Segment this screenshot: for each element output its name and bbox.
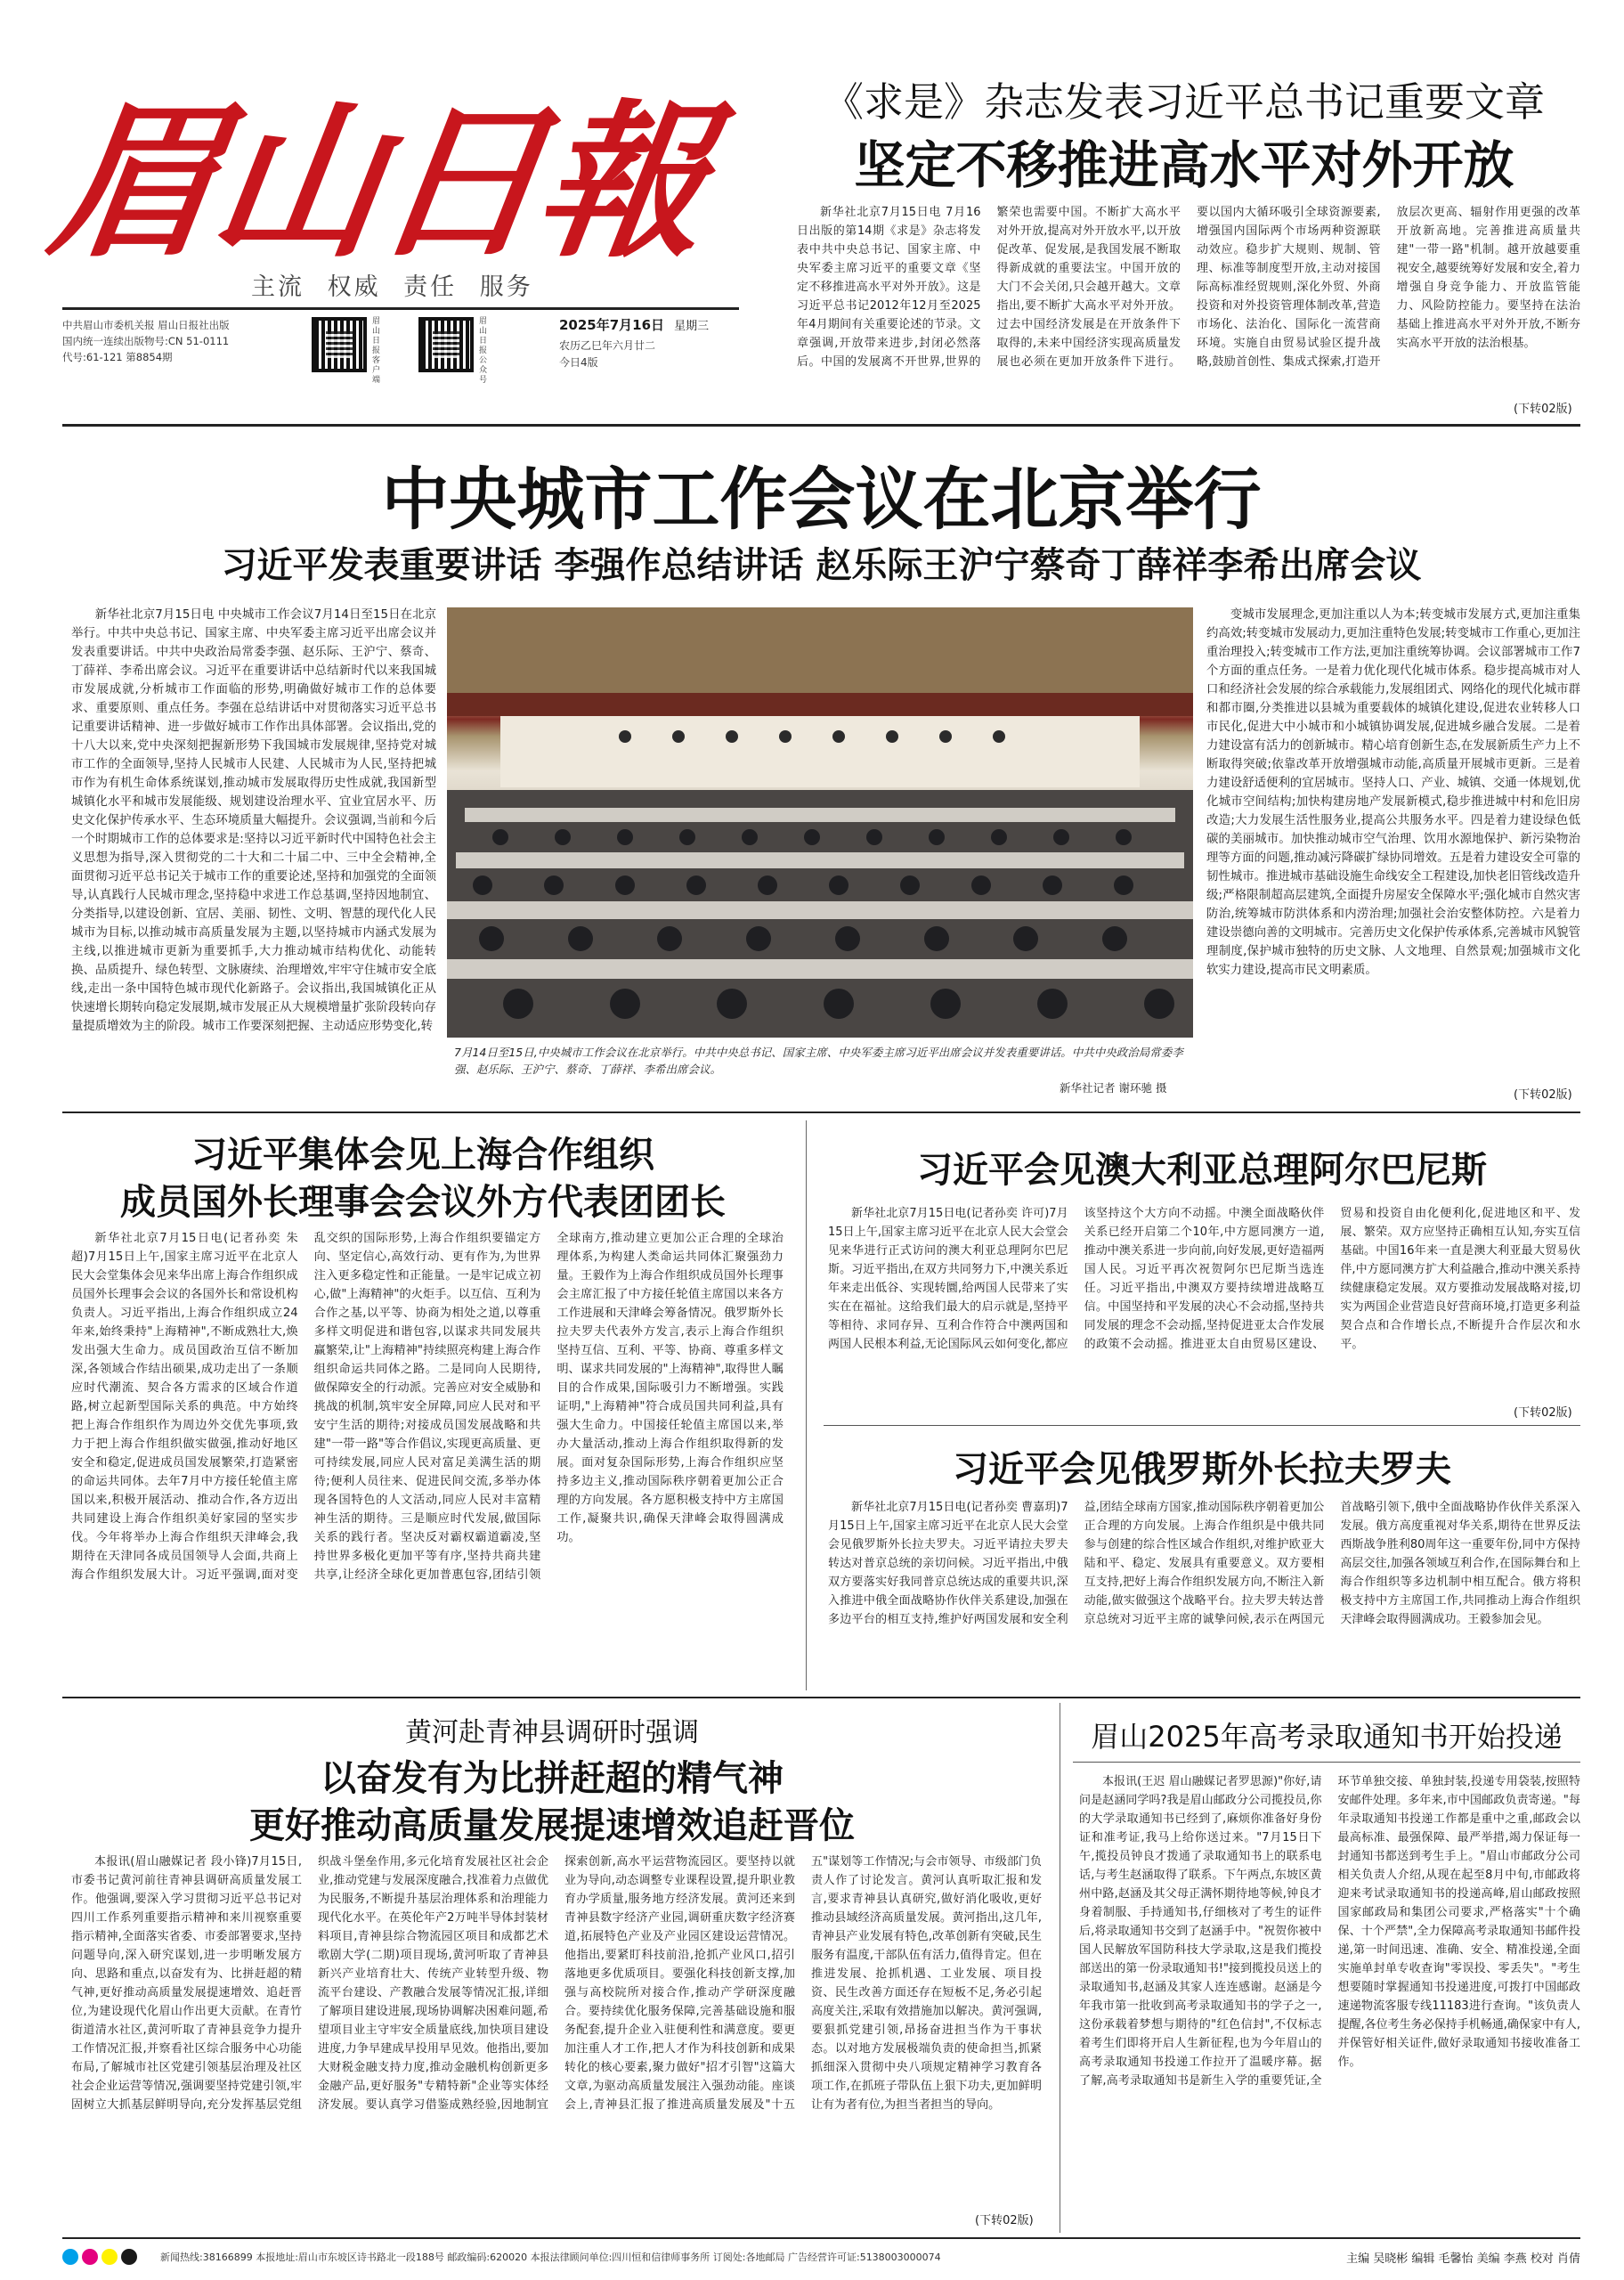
column-divider bbox=[806, 1120, 807, 1690]
gaokao-headline: 眉山2025年高考录取通知书开始投递 bbox=[1091, 1720, 1563, 1754]
gaokao-body bbox=[1079, 1772, 1580, 2227]
huanghe-more: (下转02版) bbox=[975, 2214, 1034, 2227]
lead-body bbox=[797, 203, 1580, 399]
qr-caption: 眉山日报公众号 bbox=[479, 317, 488, 385]
huanghe-body bbox=[71, 1852, 1042, 2209]
section-rule bbox=[62, 1112, 1580, 1113]
photo-caption-text: 7月14日至15日,中央城市工作会议在北京举行。中共中央总书记、国家主席、中央军委主席习近平出席会议并发表重要讲话。中共中央政治局常委李强、赵乐际、王沪宁、蔡奇、丁薛祥、李希出席会议。 bbox=[454, 1046, 1183, 1076]
logo-text: 眉山日報 bbox=[39, 83, 716, 281]
photo-credit: 新华社记者 谢环驰 摄 bbox=[1060, 1081, 1167, 1095]
masthead-logo bbox=[39, 53, 716, 285]
main-headline: 中央城市工作会议在北京举行 bbox=[381, 460, 1262, 539]
masthead-logo-calligraphy bbox=[39, 53, 716, 285]
sco-body-text: 新华社北京7月15日电(记者孙奕 朱超)7月15日上午,国家主席习近平在北京人民大会堂集体会见来华出席上海合作组织成员国外长理事会会议的各国外长和常设机构负责人。习近平指出,上海合作组织成立24年来,始终秉持"上海精神",不断成熟壮大,焕发出强大生命力。成员国政治互信不断加深,各领域合作结出硕果,成功走出了一条顺应时代潮流、契合各方需求的区域合作道路,树立起新型国际关系的典范。中方始终把上海合作组织作为周边外交优先事项,致力于把上海合作组织做实做强,推动好地区安全和稳定,促进成员国发展繁荣,打造紧密的命运共同体。去年7月中方接任轮值主席国以来,积极开展活动、推动合作,各方迈出共同建设上海合作组织美好家园的坚实步伐。今年将举办上海合作组织天津峰会,我期待在天津同各成员国领导人会面,共商上海合作组织发展大计。习近平强调,面对变乱交织的国际形势,上海合作组织要锚定方向、坚定信心,高效行动、更有作为,为世界注入更多稳定性和正能量。一是牢记成立初心,做"上海精神"的火炬手。以互信、互利为合作之基,以平等、协商为相处之道,以尊重多样文明促进和谐包容,以谋求共同发展共赢繁荣,让"上海精神"持续照亮构建上海合作组织命运共同体之路。二是同向人民期待,做保障安全的行动派。完善应对安全威胁和挑战的机制,筑牢安全屏障,同应人民对和平安宁生活的期待;对接成员国发展战略和共建"一带一路"等合作倡议,实现更高质量、更可持续发展,同应人民对富足美满生活的期待;便利人员往来、促进民间交流,多举办体现各国特色的人文活动,同应人民对丰富精神生活的期待。三是顺应时代发展,做国际关系的践行者。坚决反对霸权霸道霸凌,坚持世界多极化更加平等有序,坚持共商共建共享,让经济全球化更加普惠包容,团结引领全球南方,推动建立更加公正合理的全球治理体系,为构建人类命运共同体汇聚强劲力量。王毅作为上海合作组织成员国外长理事会主席汇报了中方接任轮值主席国以来各方工作进展和天津峰会筹备情况。俄罗斯外长拉夫罗夫代表外方发言,表示上海合作组织坚持互信、互利、平等、协商、尊重多样文明、谋求共同发展的"上海精神",取得世人瞩目的合作成果,国际吸引力不断增强。实践证明,"上海精神"符合成员国共同利益,具有强大生命力。中国接任轮值主席国以来,举办大量活动,推动上海合作组织取得新的发展。面对复杂国际形势,上海合作组织应坚持多边主义,推动国际秩序朝着更加公正合理的方向发展。各方愿积极支持中方主席国工作,凝聚共识,确保天津峰会取得圆满成功。 bbox=[71, 1232, 784, 1582]
lead-headline: 坚定不移推进高水平对外开放 bbox=[854, 136, 1514, 195]
sco-headline-1: 习近平集体会见上海合作组织 bbox=[191, 1135, 654, 1176]
publisher-line: 国内统一连续出版物号:CN 51-0111 bbox=[62, 335, 230, 347]
print-mark-cyan bbox=[62, 2249, 78, 2265]
publisher-line: 代号:61-121 第8854期 bbox=[62, 351, 173, 363]
page-count: 今日4版 bbox=[559, 356, 598, 369]
main-col-left bbox=[71, 606, 436, 1106]
meeting-hall-illustration bbox=[447, 607, 1193, 1038]
photo-caption bbox=[454, 1044, 1186, 1078]
footer-info: 新闻热线:38166899 本报地址:眉山市东坡区诗书路北一段188号 邮政编码:620020 本报法律顾问单位:四川恒和信律师事务所 订阅处:各地邮局 广告经营许可证:5138003000074 bbox=[160, 2252, 941, 2263]
main-col-right-text: 变城市发展理念,更加注重以人为本;转变城市发展方式,更加注重集约高效;转变城市发展动力,更加注重特色发展;转变城市工作重心,更加注重治理投入;转变城市工作方法,更加注重统筹协调。会议部署城市工作7个方面的重点任务。一是着力优化现代化城市体系。稳步提高城市对人口和经济社会发展的综合承载能力,发展组团式、网络化的现代化城市群和都市圈,分类推进以县城为重要载体的城镇化建设,促进农业转移人口市民化,促进大中小城市和小城镇协调发展,促进城乡融合发展。二是着力建设富有活力的创新城市。精心培育创新生态,在发展新质生产力上不断取得突破;依靠改革开放增强城市动能,高质量开展城市更新。三是着力建设舒适便利的宜居城市。坚持人口、产业、城镇、交通一体规划,优化城市空间结构;加快构建房地产发展新模式,稳步推进城中村和危旧房改造;大力发展生活性服务业,提高公共服务水平。四是着力建设绿色低碳的美丽城市。加快推动城市空气治理、饮用水源地保护、新污染物治理等方面的问题,推动减污降碳扩绿协同增效。五是着力建设安全可靠的韧性城市。推进城市基础设施生命线安全工程建设,加快老旧管线改造升级;严格限制超高层建筑,全面提升房屋安全保障水平;强化城市自然灾害防治,统筹城市防洪体系和内涝治理;加强社会治安整体防控。六是着力建设崇德向善的文明城市。完善历史文化保护传承体系,完善城市风貌管理制度,保护城市独特的历史文脉、人文地理、自然景观;加强城市文化软实力建设,提高市民文明素质。 bbox=[1206, 608, 1580, 977]
rus-body-text: 新华社北京7月15日电(记者孙奕 曹嘉玥)7月15日上午,国家主席习近平在北京人民大会堂会见俄罗斯外长拉夫罗夫。习近平请拉夫罗夫转达对普京总统的亲切问候。习近平指出,中俄双方要落实好我同普京总统达成的重要共识,深入推进中俄全面战略协作伙伴关系建设,加强在多边平台的相互支持,维护好两国发展和安全利益,团结全球南方国家,推动国际秩序朝着更加公正合理的方向发展。上海合作组织是中俄共同参与创建的综合性区域合作组织,对维护欧亚大陆和平、稳定、发展具有重要意义。双方要相互支持,把好上海合作组织发展方向,不断注入新动能,做实做强这个战略平台。拉夫罗夫转达普京总统对习近平主席的诚挚问候,表示在两国元首战略引领下,俄中全面战略协作伙伴关系深入发展。俄方高度重视对华关系,期待在世界反法西斯战争胜利80周年这一重要年份,同中方保持高层交往,加强各领域互利合作,在国际舞台和上海合作组织等多边机制中相互配合。俄方将积极支持中方主席国工作,共同推动上海合作组织天津峰会取得圆满成功。王毅参加会见。 bbox=[828, 1501, 1580, 1626]
sco-headline-2: 成员国外长理事会会议外方代表团团长 bbox=[120, 1182, 726, 1223]
sco-body bbox=[71, 1229, 784, 1683]
masthead-rule bbox=[62, 307, 739, 310]
aus-headline: 习近平会见澳大利亚总理阿尔巴尼斯 bbox=[917, 1150, 1487, 1191]
gaokao-body-text: 本报讯(王迟 眉山融媒记者罗思源)"你好,请问是赵涵同学吗?我是眉山邮政分公司揽投员,你的大学录取通知书已经到了,麻烦你准备好身份证和准考证,我马上给你送过来。"7月15日下午,揽投员钟良才拨通了录取通知书上的联系电话,与考生赵涵取得了联系。下午两点,东坡区黄州中路,赵涵及其父母正满怀期待地等候,钟良才身着制服、手持通知书,仔细核对了考生的证件后,将录取通知书交到了赵涵手中。"祝贺你被中国人民解放军国防科技大学录取,这是我们揽投部送出的第一份录取通知书!"接到揽投员送上的录取通知书,赵涵及其家人连连感谢。赵涵是今年我市第一批收到高考录取通知书的学子之一,这份承载着梦想与期待的"红色信封",不仅标志着考生们即将开启人生新征程,也为今年眉山的高考录取通知书投递工作拉开了温暖序幕。据了解,高考录取通知书是新生入学的重要凭证,全环节单独交接、单独封装,投递专用袋装,按照特安邮件处理。多年来,市中国邮政负责寄递。"每年录取通知书投递工作都是重中之重,邮政会以最高标准、最强保障、最严举措,竭力保证每一封通知书都送到考生手上。"眉山市邮政分公司相关负责人介绍,从现在起至8月中旬,市邮政将迎来考试录取通知书的投递高峰,眉山邮政按照国家邮政局和集团公司要求,严格落实"十个确保、十个严禁",全力保障高考录取通知书邮件投递,第一时间迅速、准确、安全、精准投递,全面实施单封单专收查询"零误投、零丢失"。"考生想要随时掌握通知书投递进度,可拨打中国邮政速递物流客服专线11183进行查询。"该负责人提醒,各位考生务必保持手机畅通,确保家中有人,并保管好相关证件,做好录取通知书接收准备工作。 bbox=[1079, 1775, 1580, 2088]
aus-body-text: 新华社北京7月15日电(记者孙奕 许可)7月15日上午,国家主席习近平在北京人民大会堂会见来华进行正式访问的澳大利亚总理阿尔巴尼斯。习近平指出,在双方共同努力下,中澳关系近年来走出低谷、实现转圜,给两国人民带来了实实在在福祉。这给我们最大的启示就是,坚持平等相待、求同存异、互利合作符合中澳两国和两国人民根本利益,无论国际风云如何变化,都应该坚持这个大方向不动摇。中澳全面战略伙伴关系已经开启第二个10年,中方愿同澳方一道,推动中澳关系进一步向前,向好发展,更好造福两国人民。习近平再次祝贺阿尔巴尼斯当选连任。习近平指出,中澳双方要持续增进战略互信。中国坚持和平发展的决心不会动摇,坚持共同发展的理念不会动摇,坚持促进亚太合作发展的政策不会动摇。推进亚太自由贸易区建设、贸易和投资自由化便利化,促进地区和平、发展、繁荣。双方应坚持正确相互认知,夯实互信基础。中国16年来一直是澳大利亚最大贸易伙伴,中方愿同澳方扩大利益融合,推动中澳关系持续健康稳定发展。双方要推动发展战略对接,切实为两国企业营造良好营商环境,打造更多利益契合点和合作增长点,不断提升合作层次和水平。 bbox=[828, 1207, 1580, 1351]
footer-rule bbox=[62, 2237, 1580, 2239]
main-photo bbox=[447, 607, 1193, 1038]
main-more: (下转02版) bbox=[1514, 1088, 1572, 1102]
print-mark-yellow bbox=[102, 2249, 118, 2265]
lead-body-text: 新华社北京7月15日电 7月16日出版的第14期《求是》杂志将发表中共中央总书记、国家主席、中央军委主席习近平的重要文章《坚定不移推进高水平对外开放》。这是习近平总书记2012年12月至2025年4月期间有关重要论述的节录。文章强调,开放带来进步,封闭必然落后。中国的发展离不开世界,世界的繁荣也需要中国。不断扩大高水平对外开放,提高对外开放水平,以开放促改革、促发展,是我国发展不断取得新成就的重要法宝。中国开放的大门不会关闭,只会越开越大。文章指出,要不断扩大高水平对外开放。过去中国经济发展是在开放条件下取得的,未来中国经济实现高质量发展也必须在更加开放条件下进行。要以国内大循环吸引全球资源要素,增强国内国际两个市场两种资源联动效应。稳步扩大规则、规制、管理、标准等制度型开放,主动对接国际高标准经贸规则,深化外贸、外商投资和对外投资管理体制改革,营造市场化、法治化、国际化一流营商环境。实施自由贸易试验区提升战略,鼓励首创性、集成式探索,打造开放层次更高、辐射作用更强的改革开放新高地。完善推进高质量共建"一带一路"机制。越开放越要重视安全,越要统筹好发展和安全,着力增强自身竞争能力、开放监管能力、风险防控能力。要坚持在法治基础上推进高水平对外开放,不断夯实高水平开放的法治根基。 bbox=[797, 206, 1580, 369]
main-col-left-text: 新华社北京7月15日电 中央城市工作会议7月14日至15日在北京举行。中共中央总书记、国家主席、中央军委主席习近平出席会议并发表重要讲话。中共中央政治局常委李强、赵乐际、王沪宁、蔡奇、丁薛祥、李希出席会议。习近平在重要讲话中总结新时代以来我国城市发展成就,分析城市工作面临的形势,明确做好城市工作的总体要求、重要原则、重点任务。李强在总结讲话中对贯彻落实习近平总书记重要讲话精神、进一步做好城市工作作出具体部署。会议指出,党的十八大以来,党中央深刻把握新形势下我国城市发展规律,坚持党对城市工作的全面领导,坚持人民城市人民建、人民城市为人民,坚持把城市作为有机生命体系统谋划,推动城市发展取得历史性成就,我国新型城镇化水平和城市发展能级、规划建设治理水平、宜业宜居水平、历史文化保护传承水平、生态环境质量大幅提升。会议强调,当前和今后一个时期城市工作的总体要求是:坚持以习近平新时代中国特色社会主义思想为指导,深入贯彻党的二十大和二十届二中、三中全会精神,全面贯彻习近平总书记关于城市工作的重要论述,坚持和加强党的全面领导,认真践行人民城市理念,坚持稳中求进工作总基调,坚持因地制宜、分类指导,以建设创新、宜居、美丽、韧性、文明、智慧的现代化人民城市为目标,以推动城市高质量发展为主题,以坚持城市内涵式发展为主线,以推进城市更新为重要抓手,大力推动城市结构优化、动能转换、品质提升、绿色转型、文脉赓续、治理增效,牢牢守住城市安全底线,走出一条中国特色城市现代化新路子。会议指出,我国城镇化正从快速增长期转向稳定发展期,城市发展正从大规模增量扩张阶段转向存量提质增效为主的阶段。城市工作要深刻把握、主动适应形势变化,转 bbox=[71, 608, 436, 1033]
section-rule bbox=[62, 1697, 1580, 1698]
publisher-line: 中共眉山市委机关报 眉山日报社出版 bbox=[62, 319, 230, 331]
rus-headline: 习近平会见俄罗斯外长拉夫罗夫 bbox=[953, 1449, 1451, 1490]
print-mark-black bbox=[121, 2249, 137, 2265]
aus-more: (下转02版) bbox=[1514, 1406, 1572, 1420]
publisher-info bbox=[62, 317, 285, 365]
issue-date: 2025年7月16日 bbox=[559, 317, 665, 333]
huanghe-kicker: 黄河赴青神县调研时强调 bbox=[405, 1717, 699, 1748]
lead-kicker: 《求是》杂志发表习近平总书记重要文章 bbox=[823, 78, 1545, 126]
lunar-date: 农历乙巳年六月廿二 bbox=[559, 339, 656, 352]
main-subhead: 习近平发表重要讲话 李强作总结讲话 赵乐际王沪宁蔡奇丁薛祥李希出席会议 bbox=[221, 545, 1422, 586]
section-rule bbox=[62, 424, 1580, 427]
huanghe-body-text: 本报讯(眉山融媒记者 段小锋)7月15日,市委书记黄河前往青神县调研高质量发展工作。他强调,要深入学习贯彻习近平总书记对四川工作系列重要指示精神和来川视察重要指示精神,全面落实省委、市委部署要求,坚持问题导向,深入研究谋划,进一步明晰发展方向、思路和重点,以奋发有为、比拼赶超的精气神,更好推动高质量发展提速增效、追赶晋位,为建设现代化眉山作出更大贡献。在青竹街道清水社区,黄河听取了青神县竞争力提升工作情况汇报,并察看社区综合服务中心功能布局,了解城市社区党建引领基层治理及社区社会企业运营等情况,强调要坚持党建引领,牢固树立大抓基层鲜明导向,充分发挥基层党组织战斗堡垒作用,多元化培育发展社区社会企业,推动党建与发展深度融合,找准着力点做优为民服务,不断提升基层治理体系和治理能力现代化水平。在英伦年产2万吨半导体封装材料项目,青神县综合物流园区项目和成都艺术歌剧大学(二期)项目现场,黄河听取了青神县新兴产业培育壮大、传统产业转型升级、物流平台建设、产教融合发展等情况汇报,详细了解项目建设进展,现场协调解决困难问题,希望项目业主守牢安全质量底线,加快项目建设进度,力争早建成早投用早见效。他指出,要加大财税金融支持力度,推动金融机构创新更多金融产品,更好服务"专精特新"企业等实体经济发展。要认真学习借鉴成熟经验,因地制宜探索创新,高水平运营物流园区。要坚持以就业为导向,动态调整专业课程设置,提升职业教育办学质量,服务地方经济发展。黄河还来到青神县数字经济产业园,调研重庆数字经济赛道,拓展特色产业及产业园区建设运营情况。他指出,要紧盯科技前沿,抢抓产业风口,招引落地更多优质项目。要强化科技创新支撑,加强与高校院所对接合作,推动产学研深度融合。要持续优化服务保障,完善基础设施和服务配套,提升企业入驻便利性和满意度。要更加注重人才工作,把人才作为科技创新和成果转化的核心要素,聚力做好"招才引智"这篇大文章,为驱动高质量发展注入强劲动能。座谈会上,青神县汇报了推进高质量发展及"十五五"谋划等工作情况;与会市领导、市级部门负责人作了讨论发言。黄河认真听取汇报和发言,要求青神县认真研究,做好消化吸收,更好推动县域经济高质量发展。黄河指出,这几年,青神县产业发展有特色,改革创新有突破,民生服务有温度,干部队伍有活力,值得肯定。但在推进发展、抢抓机遇、工业发展、项目投资、民生改善方面还存在短板不足,务必引起高度关注,采取有效措施加以解决。黄河强调,要狠抓党建引领,昂扬奋进担当作为干事状态。以对地方发展极端负责的使命担当,抓紧抓细深入贯彻中央八项规定精神学习教育各项工作,在抓班子带队伍上狠下功夫,更加鲜明让有为者有位,为担当者担当的导向。 bbox=[71, 1855, 1042, 2112]
huanghe-headline-2: 更好推动高质量发展提速增效追赶晋位 bbox=[249, 1805, 855, 1846]
story-divider bbox=[1073, 1762, 1580, 1763]
aus-body bbox=[828, 1204, 1580, 1402]
qr-code-icon[interactable] bbox=[312, 317, 367, 372]
slogan: 主流 权威 责任 服务 bbox=[251, 273, 533, 301]
story-divider bbox=[824, 1425, 1580, 1426]
issue-date-block bbox=[559, 315, 746, 370]
qr-code-icon[interactable] bbox=[418, 317, 474, 372]
qr-caption: 眉山日报客户端 bbox=[372, 317, 381, 385]
huanghe-headline-1: 以奋发有为比拼赶超的精气神 bbox=[321, 1758, 784, 1799]
rus-body bbox=[828, 1498, 1580, 1685]
footer-credits: 主编 吴晓彬 编辑 毛馨怡 美编 李燕 校对 肖倩 bbox=[1346, 2252, 1580, 2266]
print-mark-magenta bbox=[82, 2249, 98, 2265]
main-col-right bbox=[1206, 606, 1580, 1082]
weekday: 星期三 bbox=[674, 320, 710, 333]
lead-more: (下转02版) bbox=[1514, 403, 1572, 416]
